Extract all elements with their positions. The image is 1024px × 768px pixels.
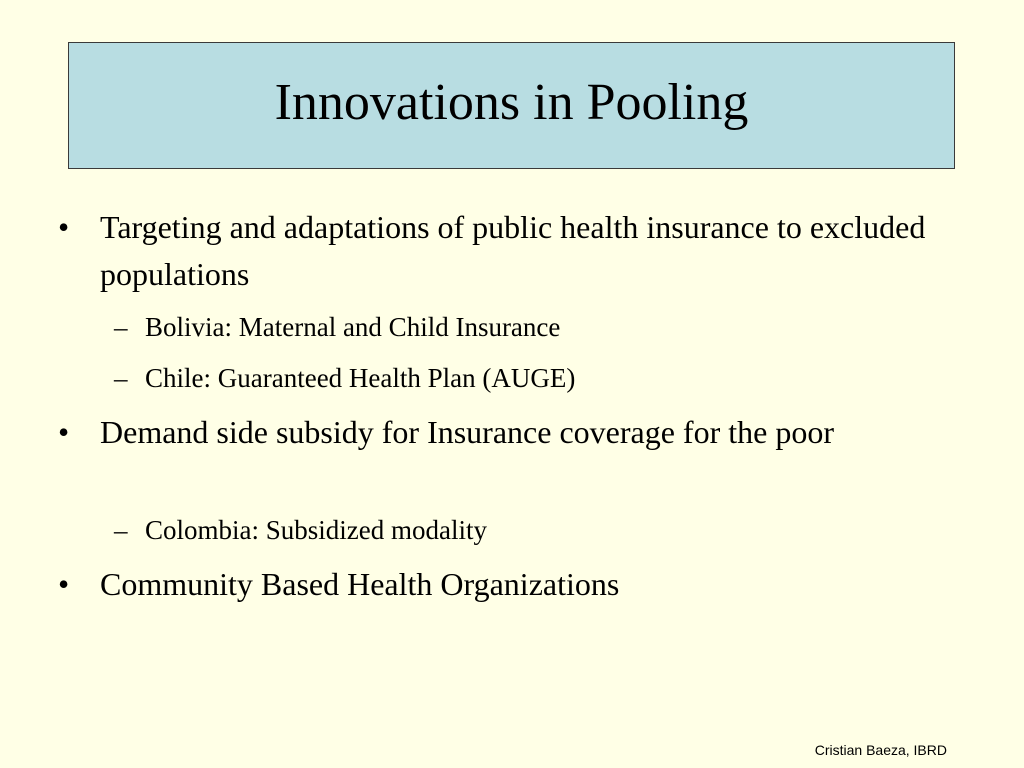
bullet-item-1 (58, 204, 958, 298)
bullet-item-2 (58, 409, 958, 456)
sub-marker: – (114, 312, 128, 342)
slide-title: Innovations in Pooling (274, 73, 749, 131)
bullet-text: Targeting and adaptations of public health insurance to excluded populations (100, 209, 926, 292)
bullet-item-3 (58, 561, 958, 608)
sub-item-text: Colombia: Subsidized modality (145, 515, 487, 545)
sub-item-chile (114, 362, 954, 395)
sub-item-colombia (114, 514, 954, 547)
sub-marker: – (114, 515, 128, 545)
footer-credit: Cristian Baeza, IBRD (814, 742, 947, 758)
sub-item-bolivia (114, 311, 954, 344)
bullet-text: Demand side subsidy for Insurance coverage for the poor (100, 414, 834, 450)
title-box (68, 42, 955, 169)
bullet-marker: • (58, 209, 70, 245)
bullet-text: Community Based Health Organizations (100, 566, 620, 602)
sub-item-text: Bolivia: Maternal and Child Insurance (145, 312, 561, 342)
sub-item-text: Chile: Guaranteed Health Plan (AUGE) (145, 363, 576, 393)
sub-marker: – (114, 363, 128, 393)
bullet-marker: • (58, 566, 70, 602)
bullet-marker: • (58, 414, 70, 450)
